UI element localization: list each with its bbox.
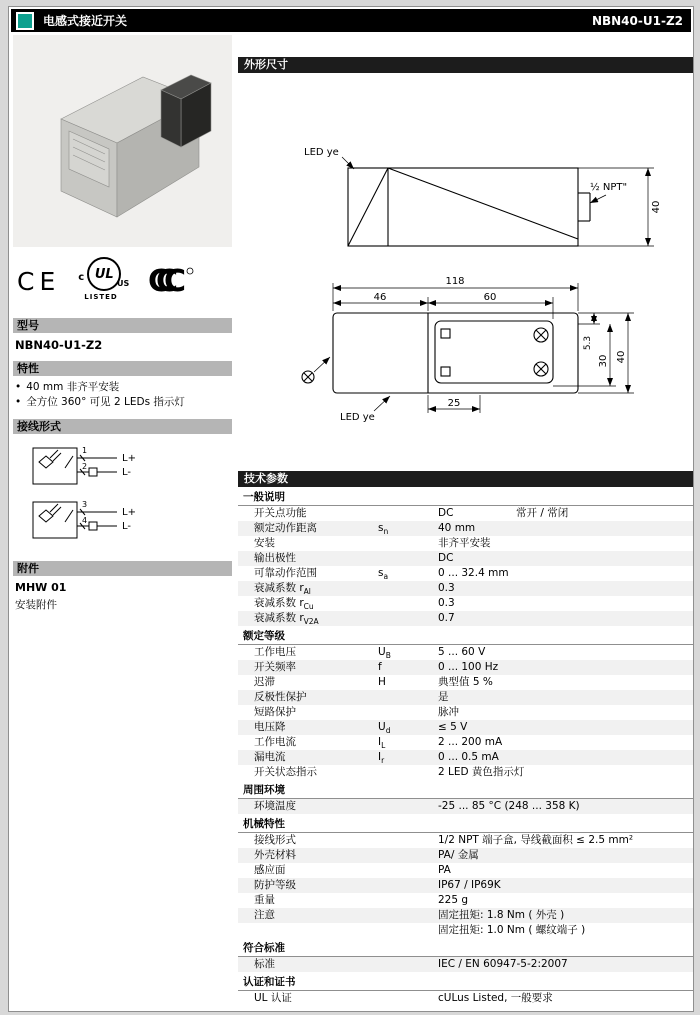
spec-value: IEC / EN 60947-5-2:2007 bbox=[438, 958, 568, 970]
spec-value: 0.3 bbox=[438, 597, 455, 609]
spec-value: IP67 / IP69K bbox=[438, 879, 501, 891]
dim-label: 40 bbox=[616, 350, 627, 364]
section-header-model: 型号 bbox=[13, 318, 232, 333]
dimension-drawing bbox=[238, 73, 693, 471]
dim-label: 46 bbox=[373, 292, 387, 303]
spec-symbol bbox=[378, 863, 438, 878]
tech-data-table bbox=[238, 490, 693, 1006]
npt-label: ½ NPT" bbox=[590, 182, 628, 193]
spec-row bbox=[238, 893, 693, 908]
spec-label: 重量 bbox=[254, 894, 275, 906]
wire-terminal-label: L- bbox=[122, 467, 132, 478]
header-bar bbox=[11, 9, 691, 32]
brand-logo-icon bbox=[16, 12, 34, 30]
spec-value: -25 ... 85 °C (248 ... 358 K) bbox=[438, 800, 580, 812]
spec-label: 感应面 bbox=[254, 864, 286, 876]
spec-label: 工作电流 bbox=[254, 736, 296, 748]
spec-row bbox=[238, 750, 693, 765]
spec-symbol bbox=[378, 799, 438, 814]
spec-value: 固定扭矩: 1.8 Nm ( 外壳 ) bbox=[438, 909, 565, 921]
spec-label: 可靠动作范围 bbox=[254, 567, 317, 579]
spec-row bbox=[238, 645, 693, 660]
spec-symbol bbox=[378, 705, 438, 720]
spec-row bbox=[238, 923, 693, 938]
spec-value: 5 ... 60 V bbox=[438, 646, 486, 658]
spec-row bbox=[238, 848, 693, 863]
ul-c-label: c bbox=[78, 272, 85, 283]
section-header-dimensions: 外形尺寸 bbox=[238, 57, 693, 73]
spec-symbol bbox=[378, 581, 438, 596]
wire-pin-label: 3 bbox=[82, 500, 88, 509]
spec-label: 衰减系数 $r_{Al}$ bbox=[254, 582, 311, 597]
spec-value: 40 mm bbox=[438, 522, 476, 534]
spec-symbol bbox=[378, 596, 438, 611]
spec-symbol bbox=[378, 551, 438, 566]
left-column bbox=[13, 35, 232, 612]
model-number: NBN40-U1-Z2 bbox=[15, 338, 103, 352]
spec-value: ≤ 5 V bbox=[438, 721, 468, 733]
spec-value: DC 常开 / 常闭 bbox=[438, 507, 569, 519]
wire-pin-label: 1 bbox=[82, 446, 88, 455]
spec-row bbox=[238, 690, 693, 705]
wire-pin-label: 4 bbox=[82, 516, 88, 525]
ccc-mark-icon bbox=[146, 259, 196, 303]
spec-symbol: f bbox=[378, 661, 382, 673]
spec-row bbox=[238, 799, 693, 814]
spec-label: 漏电流 bbox=[254, 751, 286, 763]
spec-value: 0 ... 0.5 mA bbox=[438, 751, 499, 763]
spec-value: 固定扭矩: 1.0 Nm ( 螺纹端子 ) bbox=[438, 924, 586, 936]
product-type-title: 电感式接近开关 bbox=[43, 14, 128, 28]
spec-label: 外壳材料 bbox=[254, 849, 296, 861]
spec-symbol: $s_a$ bbox=[378, 567, 389, 582]
feature-item: • 全方位 360° 可见 2 LEDs 指示灯 bbox=[15, 395, 232, 410]
tech-section-title: 额定等级 bbox=[238, 629, 693, 645]
ul-circle: UL bbox=[87, 257, 121, 291]
top-view-dimension-lines bbox=[342, 157, 654, 246]
spec-row bbox=[238, 957, 693, 972]
spec-label: 衰减系数 $r_{Cu}$ bbox=[254, 597, 314, 612]
spec-symbol bbox=[378, 833, 438, 848]
spec-label: UL 认证 bbox=[254, 992, 292, 1004]
spec-symbol bbox=[378, 893, 438, 908]
spec-value: PA bbox=[438, 864, 451, 876]
spec-row bbox=[238, 581, 693, 596]
spec-symbol: $U_B$ bbox=[378, 646, 391, 661]
spec-label: 短路保护 bbox=[254, 706, 296, 718]
spec-value: PA/ 金属 bbox=[438, 849, 479, 861]
spec-row bbox=[238, 566, 693, 581]
led-label: LED ye bbox=[304, 147, 339, 158]
product-photo bbox=[13, 35, 232, 247]
accessory-name: MHW 01 bbox=[15, 581, 67, 594]
spec-value: 典型值 5 % bbox=[438, 676, 493, 688]
dim-label: 25 bbox=[447, 398, 461, 409]
spec-label: 接线形式 bbox=[254, 834, 296, 846]
bottom-view-labels bbox=[340, 276, 627, 423]
ul-us-label: US bbox=[117, 279, 130, 288]
spec-value: 脉冲 bbox=[438, 706, 459, 718]
led-label: LED ye bbox=[340, 412, 375, 423]
spec-symbol bbox=[378, 506, 438, 521]
spec-row bbox=[238, 878, 693, 893]
spec-row bbox=[238, 521, 693, 536]
spec-label: 安装 bbox=[254, 537, 275, 549]
spec-label: 开关频率 bbox=[254, 661, 296, 673]
spec-label: 工作电压 bbox=[254, 646, 296, 658]
spec-symbol bbox=[378, 611, 438, 626]
spec-value: 0.7 bbox=[438, 612, 455, 624]
feature-item: • 40 mm 非齐平安装 bbox=[15, 380, 232, 395]
section-header-accessories: 附件 bbox=[13, 561, 232, 576]
top-view bbox=[348, 168, 590, 246]
wiring-diagram bbox=[19, 440, 219, 552]
spec-symbol: $U_d$ bbox=[378, 721, 391, 736]
product-photo-image bbox=[13, 35, 232, 247]
spec-value: 2 ... 200 mA bbox=[438, 736, 503, 748]
spec-label: 额定动作距离 bbox=[254, 522, 317, 534]
spec-symbol: $I_r$ bbox=[378, 751, 385, 766]
spec-row bbox=[238, 506, 693, 521]
tech-section-title: 机械特性 bbox=[238, 817, 693, 833]
spec-symbol bbox=[378, 908, 438, 923]
spec-label: 衰减系数 $r_{V2A}$ bbox=[254, 612, 319, 627]
tech-section-title: 周围环境 bbox=[238, 783, 693, 799]
spec-row bbox=[238, 551, 693, 566]
accessory-description: 安装附件 bbox=[15, 599, 57, 611]
spec-row bbox=[238, 536, 693, 551]
bottom-view bbox=[302, 313, 578, 393]
spec-symbol: $s_n$ bbox=[378, 522, 389, 537]
wire-terminal-label: L- bbox=[122, 521, 132, 532]
datasheet-page bbox=[8, 6, 694, 1012]
wire-terminal-label: L+ bbox=[122, 453, 136, 464]
svg-text:CCC: CCC bbox=[148, 264, 173, 299]
spec-label: 反极性保护 bbox=[254, 691, 307, 703]
spec-label: 开关点功能 bbox=[254, 507, 307, 519]
spec-row bbox=[238, 720, 693, 735]
spec-value: 是 bbox=[438, 691, 449, 703]
spec-symbol: H bbox=[378, 676, 386, 688]
dim-label: 40 bbox=[651, 200, 662, 214]
section-header-features: 特性 bbox=[13, 361, 232, 376]
spec-value: cULus Listed, 一般要求 bbox=[438, 992, 553, 1004]
ce-mark-icon: CE bbox=[17, 266, 61, 296]
spec-symbol bbox=[378, 765, 438, 780]
spec-symbol bbox=[378, 957, 438, 972]
spec-row bbox=[238, 735, 693, 750]
spec-row bbox=[238, 833, 693, 848]
wire-pin-label: 2 bbox=[82, 462, 88, 471]
ul-listed-mark-icon bbox=[76, 256, 130, 306]
spec-value: DC bbox=[438, 552, 454, 564]
spec-row bbox=[238, 908, 693, 923]
spec-row bbox=[238, 991, 693, 1006]
spec-label: 输出极性 bbox=[254, 552, 296, 564]
spec-row bbox=[238, 611, 693, 626]
spec-value: 0.3 bbox=[438, 582, 455, 594]
spec-symbol bbox=[378, 923, 438, 938]
feature-list bbox=[13, 376, 232, 410]
header-model-number: NBN40-U1-Z2 bbox=[591, 13, 683, 28]
dim-label: 30 bbox=[598, 354, 609, 368]
spec-value: 0 ... 32.4 mm bbox=[438, 567, 509, 579]
tech-section-title: 认证和证书 bbox=[238, 975, 693, 991]
spec-symbol bbox=[378, 991, 438, 1006]
spec-value: 225 g bbox=[438, 894, 469, 906]
spec-label: 电压降 bbox=[254, 721, 286, 733]
spec-label: 防护等级 bbox=[254, 879, 296, 891]
dim-label: 60 bbox=[483, 292, 497, 303]
spec-row bbox=[238, 863, 693, 878]
spec-row bbox=[238, 765, 693, 780]
spec-label bbox=[254, 923, 378, 938]
spec-row bbox=[238, 596, 693, 611]
tech-section-title: 符合标准 bbox=[238, 941, 693, 957]
spec-row bbox=[238, 660, 693, 675]
spec-value: 1/2 NPT 端子盒, 导线截面积 ≤ 2.5 mm² bbox=[438, 834, 634, 846]
ul-listed-label: LISTED bbox=[84, 293, 118, 301]
spec-row bbox=[238, 705, 693, 720]
spec-symbol bbox=[378, 878, 438, 893]
spec-symbol bbox=[378, 536, 438, 551]
section-header-wiring: 接线形式 bbox=[13, 419, 232, 434]
dim-label: 5.3 bbox=[583, 335, 593, 351]
spec-value: 2 LED 黄色指示灯 bbox=[438, 766, 525, 778]
certification-row bbox=[13, 247, 232, 309]
spec-row bbox=[238, 675, 693, 690]
spec-label: 标准 bbox=[254, 958, 275, 970]
spec-label: 开关状态指示 bbox=[254, 766, 317, 778]
spec-label: 环境温度 bbox=[254, 800, 296, 812]
spec-value: 非齐平安装 bbox=[438, 537, 491, 549]
spec-symbol bbox=[378, 848, 438, 863]
section-header-tech-data: 技术参数 bbox=[238, 471, 693, 487]
spec-symbol: $I_L$ bbox=[378, 736, 386, 751]
wire-terminal-label: L+ bbox=[122, 507, 136, 518]
spec-value: 0 ... 100 Hz bbox=[438, 661, 499, 673]
spec-label: 注意 bbox=[254, 909, 275, 921]
dim-label: 118 bbox=[445, 276, 465, 287]
spec-label: 迟滞 bbox=[254, 676, 275, 688]
tech-section-title: 一般说明 bbox=[238, 490, 693, 506]
spec-symbol bbox=[378, 690, 438, 705]
right-column bbox=[238, 57, 693, 1006]
